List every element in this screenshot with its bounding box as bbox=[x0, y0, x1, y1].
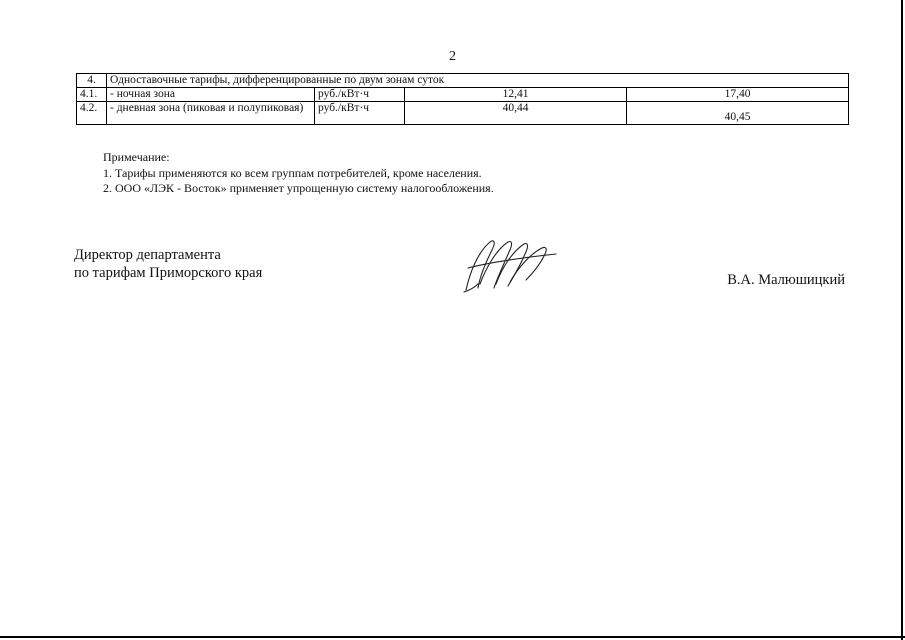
row-unit: руб./кВт·ч bbox=[315, 88, 405, 102]
page-border-right bbox=[901, 0, 903, 640]
row-value-2: 40,45 bbox=[627, 102, 849, 125]
tariff-table bbox=[76, 73, 849, 125]
row-name: - ночная зона bbox=[107, 88, 315, 102]
handwritten-signature bbox=[460, 232, 560, 296]
signer-name: В.А. Малюшицкий bbox=[727, 272, 845, 288]
row-value-1: 40,44 bbox=[405, 102, 627, 125]
row-value-2: 17,40 bbox=[627, 88, 849, 102]
note-item: 1. Тарифы применяются ко всем группам потребителей, кроме населения. bbox=[103, 165, 482, 180]
row-name: - дневная зона (пиковая и полупиковая) bbox=[107, 102, 315, 125]
position-line: Директор департамента bbox=[74, 247, 221, 263]
section-number: 4. bbox=[77, 74, 107, 88]
signer-position bbox=[74, 246, 262, 282]
notes-heading: Примечание: bbox=[103, 150, 170, 164]
page-border-bottom bbox=[0, 636, 905, 638]
row-number: 4.2. bbox=[77, 102, 107, 125]
row-value-1: 12,41 bbox=[405, 88, 627, 102]
row-unit: руб./кВт·ч bbox=[315, 102, 405, 125]
table-section-row bbox=[77, 74, 849, 88]
notes bbox=[103, 150, 494, 197]
table-row bbox=[77, 88, 849, 102]
row-number: 4.1. bbox=[77, 88, 107, 102]
table-row bbox=[77, 102, 849, 125]
note-item: 2. ООО «ЛЭК - Восток» применяет упрощенную систему налогообложения. bbox=[103, 181, 494, 195]
position-line: по тарифам Приморского края bbox=[74, 265, 263, 281]
section-title: Одноставочные тарифы, дифференцированные по двум зонам суток bbox=[107, 74, 849, 88]
page-number: 2 bbox=[449, 49, 456, 64]
